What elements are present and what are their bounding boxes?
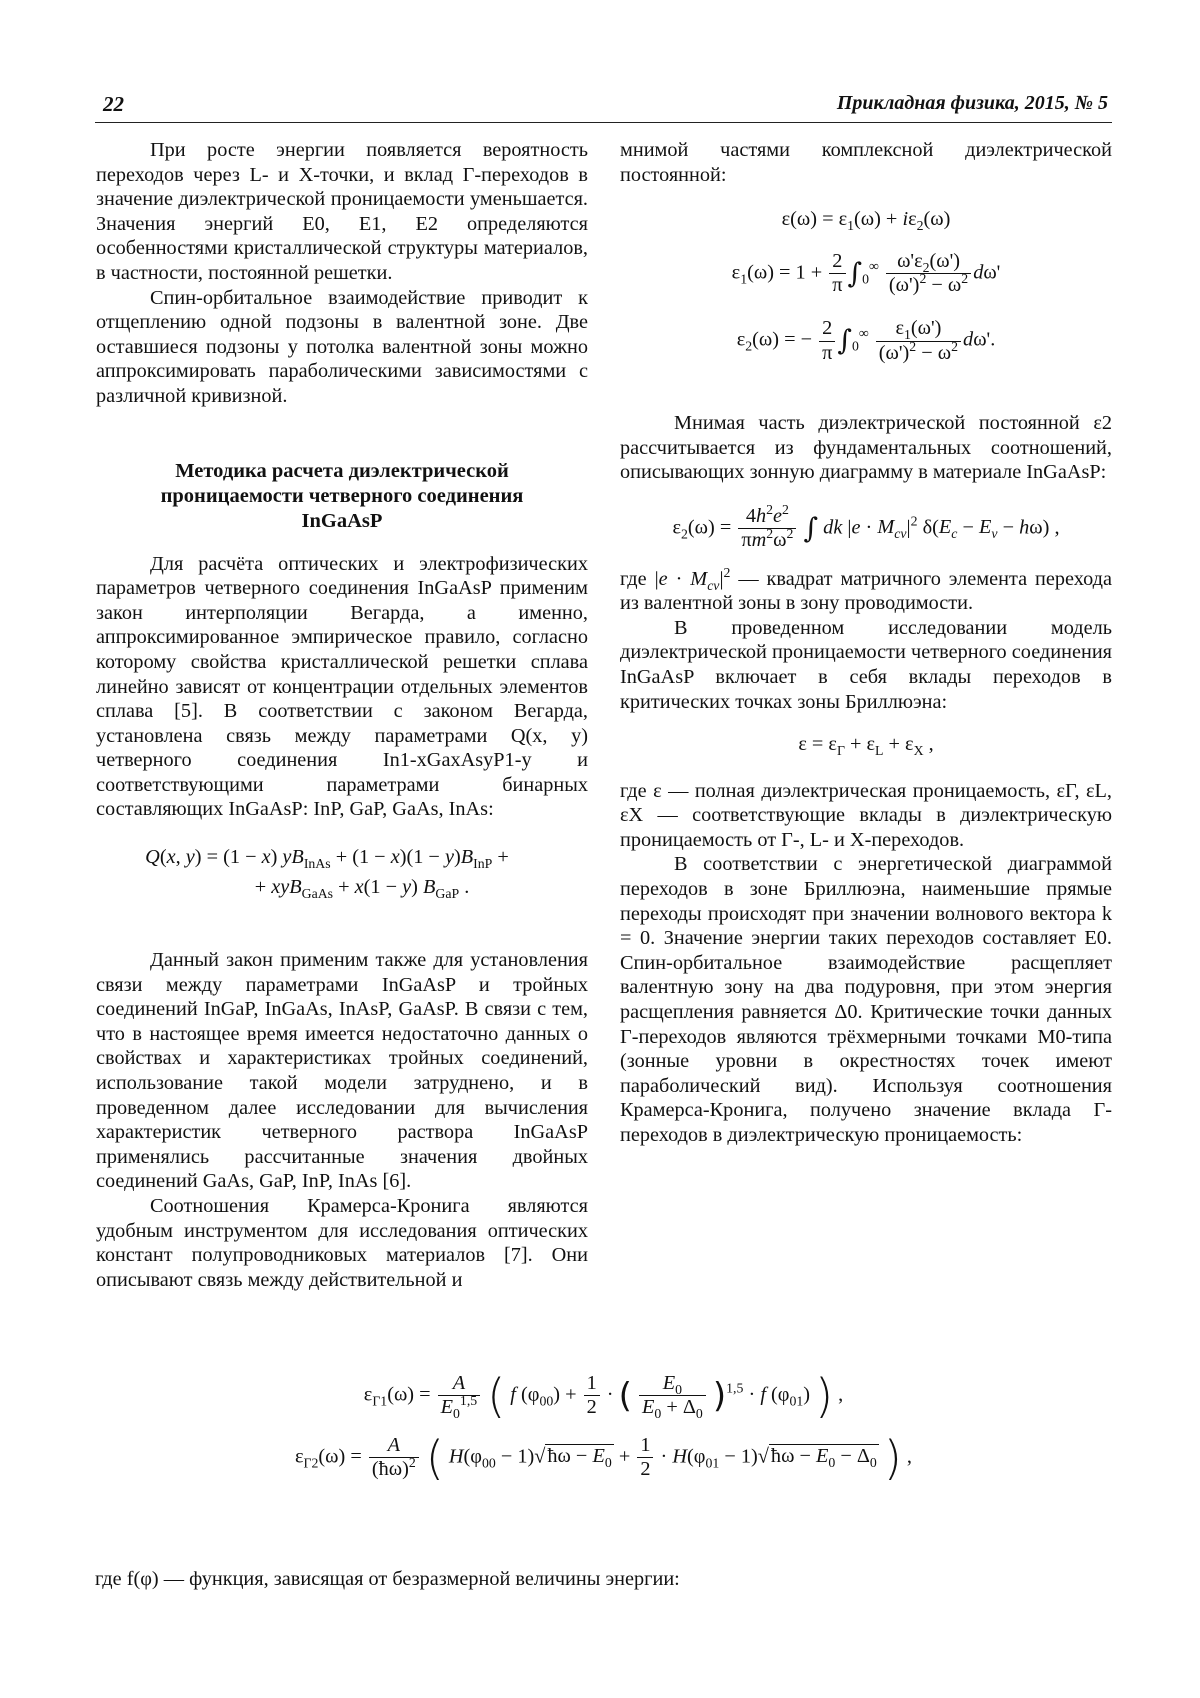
left-column bbox=[96, 138, 588, 1292]
equation-epsilon-gamma2: $\varepsilon_{Г2}(\omega)$ = $\frac{A}{(ħ\omega)^2}$ ( $H(\varphi_{00}$ − 1)√ħω − $E_0$ + $\frac{1}{2}$ · $H(\varphi_{01}$ − 1)√ħω − $E_0 - \Delta_0$ ) , bbox=[294, 1430, 912, 1485]
paragraph-kramers-kronig: Соотношения Крамерса-Кронига являются удобным инструментом для исследования оптических констант полупроводниковых материалов [7]. Они описывают связь между действительной и bbox=[96, 1195, 588, 1291]
running-header bbox=[95, 92, 1112, 123]
equation-epsilon-sum: $\varepsilon = \varepsilon_Г + \varepsilon_L + \varepsilon_X$ , bbox=[798, 733, 934, 759]
equation-epsilon-complex: $\varepsilon(\omega) = \varepsilon_1(\omega) + i\varepsilon_2(\omega)$ bbox=[781, 208, 951, 234]
paragraph-matrix-element: где $|e \cdot M_{cv}|^2$ — квадрат матричного элемента перехода из валентной зоны в зону проводимости. bbox=[620, 564, 1112, 615]
right-column bbox=[620, 138, 1112, 1148]
section-heading-line2: проницаемости четверного соединения bbox=[160, 484, 524, 507]
equation-epsilon2-band: $\varepsilon_2(\omega)$ = $\frac{4h^2e^2}{\pi m^2\omega^2}$ ∫ dk $|e \cdot M_{cv}|^2$ $\delta(E_c - E_v - h\omega)$ , bbox=[672, 502, 1060, 552]
journal-title: Прикладная физика, 2015, № 5 bbox=[836, 92, 1108, 114]
paragraph-vegard-law: Для расчёта оптических и электрофизических параметров четверного соединения InGaAsP применим закон интерполяции Вегарда, а именно, аппроксимированное эмпирическое правило, согласно которому свойства кристаллической решетки сплава линейно зависят от концентрации отдельных элементов сплава [5]. В соответствии с законом Вегарда, установлена связь между параметрами Q(x, y) четверного соединения In1-xGaxAsyP1-y и соответствующими параметрами бинарных составляющих InGaAsP: InP, GaP, GaAs, InAs: bbox=[96, 552, 588, 821]
paragraph-function-definition: где f(φ) — функция, зависящая от безразмерной величины энергии: bbox=[95, 1568, 680, 1590]
section-heading-line1: Методика расчета диэлектрической bbox=[175, 459, 509, 482]
paragraph-ternary-compounds: Данный закон применим также для установления связи между параметрами InGaAsP и тройных соединений InGaP, InGaAs, InAsP, GaAsP. В связи с тем, что в настоящее время имеется недостаточно данных о свойствах и характеристиках тройных соединений, использование такой модели затруднено, и в проведенном далее исследовании для вычисления характеристик четверного раствора InGaAsP применялись рассчитанные значения двойных соединений GaAs, GaP, InP, InAs [6]. bbox=[96, 949, 588, 1193]
section-heading-line3: InGaAsP bbox=[301, 509, 383, 532]
equation-vegard: Q(x, y) = (1 − x) $yB_{InAs} + (1 - x)(1 - y)B_{InP}$ + + xyB$_{GaAs}$ + x(1 − y) $B_{GaP}$ . bbox=[145, 846, 509, 902]
equation-epsilon1: $\varepsilon_1(\omega) = 1$ + $\frac{2}{\pi}$ $\int_0^\infty$ $\frac{\omega'\varepsilon_2(\omega')}{(\omega')^2 - \omega^2}$ dω' bbox=[731, 249, 1001, 297]
paragraph-energy-transitions: При росте энергии появляется вероятность переходов через L- и X-точки, и вклад Г-переходов в значение диэлектрической проницаемости уменьшается. Значения энергий E0, E1, E2 определяются особенностями кристаллической структуры материалов, в частности, постоянной решетки. bbox=[96, 139, 588, 284]
paragraph-critical-points: В соответствии с энергетической диаграммой переходов в зоне Бриллюэна, наименьшие прямые переходы происходят при значении волнового вектора k = 0. Значение энергии таких переходов составляет E0. Спин-орбитальное взаимодействие расщепляет валентную зону на два подуровня, при этом энергия расщепления равняется Δ0. Критические точки данных Г-переходов являются трёхмерными точками M0-типа (зонные уровни в окрестностях точек имеют параболический вид). Используя соотношения Крамерса-Кронига, получено значение вклада Г-переходов в диэлектрическую проницаемость: bbox=[620, 853, 1112, 1146]
paragraph-spin-orbit: Спин-орбитальное взаимодействие приводит к отщеплению одной подзоны в валентной зоне. Две оставшиеся подзоны у потолка валентной зоны можно аппроксимировать параболическими зависимостями с различной кривизной. bbox=[96, 286, 588, 407]
equation-epsilon-gamma1: $\varepsilon_{Г1}(\omega)$ = $\frac{A}{E_0^{1,5}}$ ( f $(\varphi_{00})$ + $\frac{1}{2}$ · ( $\frac{E_0}{E_0 + \Delta_0}$ )$^{1,5}$ · f $(\varphi_{01})$ ) , bbox=[363, 1368, 844, 1423]
equation-gamma-contributions bbox=[95, 1368, 1112, 1485]
paragraph-epsilon-definitions: где ε — полная диэлектрическая проницаемость, εГ, εL, εX — соответствующие вклады в диэлектрическую проницаемость от Г-, L- и X-переходов. bbox=[620, 779, 1112, 851]
paragraph-complex-dielectric: мнимой частями комплексной диэлектрической постоянной: bbox=[620, 139, 1112, 186]
page-number: 22 bbox=[103, 92, 124, 116]
inline-matrix-element: $|e \cdot M_{cv}|^2$ bbox=[654, 564, 731, 593]
paragraph-brillouin-model: В проведенном исследовании модель диэлектрической проницаемости четверного соединения InGaAsP включает в себя вклады переходов в критических точках зоны Бриллюэна: bbox=[620, 616, 1112, 713]
paragraph-imaginary-part: Мнимая часть диэлектрической постоянной ε2 рассчитывается из фундаментальных соотношений, описывающих зонную диаграмму в материале InGaAsP: bbox=[620, 412, 1112, 484]
equation-epsilon2-kk: $\varepsilon_2(\omega)$ = − $\frac{2}{\pi}$ $\int_0^\infty$ $\frac{\varepsilon_1(\omega')}{(\omega')^2 - \omega^2}$ dω'. bbox=[736, 317, 996, 364]
